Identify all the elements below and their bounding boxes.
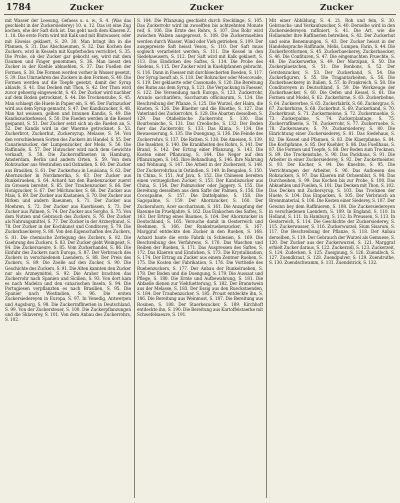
text-column-3: [269, 18, 395, 498]
column-2-text: S. 104. Die Pflanzung geschieht durch Stecklinge, S. 105. Das Zuckerrohr wird im zwoelften bis achtzehnten Monate reif, S. 106. Die Ernte des Rohrs, S. 107. Das Rohr wird zwischen Walzen ausgepresst, S. 108. Die Zuckermuehlen werden durch Wasser, Wind oder Vieh getrieben, S. 109. Der ausgepresste Saft heisst Vesou, S. 110. Der Saft muss sogleich verarbeitet werden, S. 111. Die Kessel in den Siedehaeusern, S. 112. Der Saft wird mit Kalk geklaert, S. 113. Das Eindicken des Saftes, S. 114. Die Probe des Siedens, S. 115. Der Zucker wird in Kuehlpfannen gebracht, S. 116. Dann in Faesser mit durchloecherten Boeden, S. 117. Der Syrup laeuft ab, S. 118. Der Rohzucker oder Moscovade, S. 119. Der geklaerte oder Cassonade, S. 120. Die Bereitung des Rums aus dem Syrup, S. 121. Die Verpackung in Faesser, S. 122. Die Versendung nach Europa, S. 123. Zuckerrohr, Arundo saccharifera, Saccharum officinarum, S. 124. Die Beschreibung der Pflanze, S. 125. Die Wurzel, der Halm, die Knoten, S. 126. Die Blaetter und die Bluethe, S. 127. Das Vaterland des Zuckerrohrs, S. 128. Die Abarten desselben, S. 129. Das Otaheitische Zuckerrohr, S. 130. Das Bourbonische, S. 131. Das Creolische, S. 132. Der Boden fuer das Zuckerrohr, S. 133. Das Klima, S. 134. Die Bewaesserung, S. 135. Die Duengung, S. 136. Die Feinde des Zuckerrohrs, S. 137. Die Ratten, S. 138. Die Ameisen, S. 139. Die Insekten, S. 140. Die Krankheiten des Rohrs, S. 141. Der Brand, S. 142. Der Ertrag einer Pflanzung, S. 143. Die Kosten einer Pflanzung, S. 144. Die Neger auf den Pflanzungen, S. 145. Ihre Behandlung, S. 146. Ihre Nahrung und Wohnung, S. 147. Die Arbeit in der Zuckerzeit, S. 148. Der Zuckerrohrbau in Ostindien, S. 149. In Bengalen, S. 150. In China, S. 151. Auf Java, S. 152. Die Chinesen bereiten einen vorzueglichen Zucker, S. 153. Der Kandiszucker aus China, S. 154. Der Palmzucker oder Jaggery, S. 155. Die Bereitung desselben aus dem Safte der Palmen, S. 156. Die Cocospalme, S. 157. Die Dattelpalme, S. 158. Die Sagopalme, S. 159. Der Ahornzucker, S. 160. Der Zuckerahorn, Acer saccharinum, S. 161. Die Anzapfung der Baeume im Fruehjahre, S. 162. Das Einkochen des Saftes, S. 163. Der Ertrag eines Baumes, S. 164. Der Ahornzucker in Deutschland, S. 165. Versuche damit in Oesterreich und Boehmen, S. 166. Der Runkelruebenzucker, S. 167. Marggraf entdeckte den Zucker in den Rueben, S. 168. Achard baute die erste Fabrik in Schlesien, S. 169. Die Beschreibung des Verfahrens, S. 170. Das Waschen und Reiben der Rueben, S. 171. Das Auspressen des Saftes, S. 172. Das Klaeren und Eindicken, S. 173. Die Krystallisation, S. 174. Der Ertrag an Zucker aus einem Zentner Rueben, S. 175. Die Kosten der Fabrikation, S. 176. Die Vortheile des Ruebenzuckers, S. 177. Der Anbau der Runkelrueben, S. 178. Der Boden und die Duengung, S. 179. Die Aussaat und Pflege, S. 180. Die Ernte und Aufbewahrung, S. 181. Die Abfaelle dienen zur Viehfuetterung, S. 182. Der Branntwein aus der Melasse, S. 183. Der Essig aus den Rueckstaenden, S. 184. Der Traubenzucker, S. 185. Proust entdeckte ihn, S. 186. Die Bereitung aus Weinmost, S. 187. Die Bereitung aus Rosinen, S. 188. Der Staerkezucker, S. 189. Kirchhoff entdeckte ihn, S. 190. Die Bereitung aus Kartoffelstaerke mit Schwefelsaeure, S. 191.: [137, 18, 263, 317]
column-3-text: Mit einer Abbildung, S. 4. 21. Roh und fein, S. 30. Gebrauchs- und Verkaufszucker, S. 40. Derselbe wird in den Zuckersiedereyen raffiniert, S. 41. Die Art, wie die Hollaender ihre Raffinerien betreiben, S. 42. Der Zuckerhut und seine Benennungen, S. 43. Der Zucker heisst in der Handelssprache Raffinade, Melis, Lumpen, Farin, S. 44. Die Zuckerbrotformen, S. 45. Zuckerbaeckerey, Zuckerbaecker, S. 46. Die Confituren, S. 47. Die eingemachten Fruechte, S. 48. Die Zuckerwerke, S. 49. Der Marzipan, S. 50. Die Zuckerplaetzchen, S. 51. Die Bonbons, S. 52. Der Gerstenzucker, S. 53. Der Zuckerkand, S. 54. Die Zuckerfiguren, S. 55. Die Tragantarbeiten, S. 56. Die Zuckerbaeckerey in Italien, S. 57. In Frankreich, S. 58. Die Conditoreyen in Deutschland, S. 59. Die Werkzeuge der Zuckerbaecker, S. 60. Die Oefen und Kessel, S. 61. Die Formen und Model, S. 62. Zuckerbirne, S. 63. Zuckerbohne, S. 64. Zuckererbse, S. 65. Zuckerfabrik, S. 66. Zuckergras, S. 67. Zuckerhirse, S. 68. Zuckerhut, S. 69. Zuckerkand, S. 70. Zuckerkraut, S. 71. Zuckermelone, S. 72. Zuckermuehle, S. 73. Zuckerpalme, S. 74. Zuckerplantage, S. 75. Zuckerraffinerie, S. 76. Zuckerrohr, S. 77. Zuckerruebe, S. 78. Zuckersaeure, S. 79. Zuckersiederey, S. 80. Die Einrichtung einer Zuckersiederey, S. 81. Das Siedehaus, S. 82. Die Kessel und Pfannen, S. 83. Die Klaerpfanne, S. 84. Die Kochpfanne, S. 85. Der Kuehler, S. 86. Das Fuellhaus, S. 87. Die Formen und Toepfe, S. 88. Der Boden zum Trocknen, S. 89. Die Trockenstube, S. 90. Das Packhaus, S. 91. Die Arbeiter in einer Zuckersiederey, S. 92. Der Zuckermeister, S. 93. Der Kocher, S. 94. Die Knechte, S. 95. Die Verrichtungen der Arbeiter, S. 96. Das Aufloesen des Rohzuckers, S. 97. Das Klaeren mit Ochsenblut, S. 98. Das Durchseihen, S. 99. Das Kochen bis zur Probe, S. 100. Das Abkuehlen und Fuellen, S. 101. Das Decken mit Thon, S. 102. Das Decken mit Zuckersyrup, S. 103. Das Trocknen der Huete, S. 104. Das Einpacken, S. 105. Der Verbrauch an Brennmaterial, S. 106. Die Kosten einer Siederey, S. 107. Der Gewinn bey dem Raffinieren, S. 108. Die Zuckersiedereyen in verschiedenen Laendern, S. 109. In England, S. 110. In Holland, S. 111. In Hamburg, S. 112. In Preussen, S. 113. In Oesterreich, S. 114. Die Geschichte der Zuckersiederey, S. 115. Zuckerwasser, S. 116. Zuckerwurzel, Sium Sisarum, S. 117. Die Beschreibung der Pflanze, S. 118. Der Anbau derselben, S. 119. Der Gebrauch der Wurzel als Gemuese, S. 120. Der Zucker aus der Zuckerwurzel, S. 121. Marggraf erhielt Zucker daraus, S. 122. Zuckerzoll, S. 123. Zuckerzeit, S. 124. Zudecken, S. 125. Zueignung, S. 126. Zuendloch, S. 127. Zuendkraut, S. 128. Zuendpulver, S. 129. Zuendruthe, S. 130. Zuendschwamm, S. 131. Zuendstrick, S. 132.: [269, 18, 395, 266]
page-header: [0, 0, 400, 16]
page-number: 1784: [6, 3, 32, 13]
running-head-right: Zucker: [320, 3, 354, 13]
running-head-center: Zucker: [190, 3, 224, 13]
running-head-left: Zucker: [70, 3, 104, 13]
text-column-2: [137, 18, 263, 498]
column-divider-2: [266, 18, 267, 498]
column-1-text: mit Wasser der Loesung, Gefaess u. s. w., S. 4. (Was das geschieht in der Zuckersiederey) 10. u. 12. Das ist eine Zug kochen, ehe der Saft dick ist. Das geht nach dem Klaeren Z. 1. 18. Die erste Form wird mit Kalk und mit Blutwasser, oder mit Eiweiss geklaert, S. 29. 30. Man bringt ihn in die Pfannen, S. 31. Das Abschaeumen, S. 32. Das Kochen des Zuckers, wird in Kesseln mit Kupferboden verrichtet, S. 35. Die Probe, ob der Zucker gar gekocht sey, wird mit dem Daumen und Finger genommen, S. 36. Man laesst den Zucker in der Kuehle abkuehlen, S. 37. Das Fuellen der Formen, S. 38. Die Formen werden vorher in Wasser gesetzt, S. 39. Das Umruehren des Zuckers in den Formen, S. 40. Die Formen werden auf die Toepfe gesetzt, damit der Syrup ablaufe, S. 41. Das Decken mit Thon, S. 42. Der Thon wird zuvor gehoerig eingeweicht, S. 43. Der Zucker wird nachher auf dem Boden getrocknet, S. 44. Die Trockenstube, S. 45. Man schlaegt die Huete in Papier ein, S. 46. Der Farinzucker wird aus dem Syrup gemacht, S. 47. Der Kandiszucker, S. 48. Man hat weissen, gelben und braunen Kandis, S. 49. Die Kandiszuckerkessel, S. 50. Die Faeden werden in die Kessel gespannt, S. 51. Der Zucker setzt sich an die Faeden an, S. 52. Der Kandis wird in der Waerme getrocknet, S. 53. Zuckerbrot, Zuckerhut, Zuckersyrup, Melasse, S. 54. Von den verschiedenen Sorten des Zuckers im Handel, S. 55. Der Canarienzucker, der Lumpenzucker, der Melis, S. 56. Die Raffinade, S. 57. Der Hutzucker wird nach dem Gewichte verkauft, S. 58. Die Zuckerraffinerien in Hamburg, Amsterdam, Berlin und andern Orten, S. 59. Von dem Rohrzucker aus Westindien und Ostindien, S. 60. Der Zucker aus Brasilien, S. 61. Der Zuckerbau in Louisiana, S. 62. Der Ahornzucker in Nordamerika, S. 63. Der Zucker aus Runkelrueben, S. 64. Achard hat den Ruebenzucker zuerst im Grossen bereitet, S. 65. Der Traubenzucker, S. 66. Der Honigzucker, S. 67. Der Milchzucker, S. 68. Der Zucker aus Mais, S. 69. Der Zucker aus Kastanien, S. 70. Der Zucker aus Birken und andern Baeumen, S. 71. Der Zucker aus Moehren, S. 72. Der Zucker aus Kuerbissen, S. 73. Der Zucker aus Palmen, S. 74. Der Zucker aus Sorgho, S. 75. Von dem Nutzen und Gebrauch des Zuckers, S. 76. Der Zucker als Nahrungsmittel, S. 77. Der Zucker in der Arzneykunst, S. 78. Der Zucker in der Kochkunst und Conditorey, S. 79. Die Zuckerbaeckerey, S. 80. Von den Eigenschaften des Zuckers, S. 81. Die chemische Zerlegung des Zuckers, S. 82. Die Gaehrung des Zuckers, S. 83. Der Zucker giebt Weingeist, S. 84. Die Zuckersaeure, S. 85. Vom Zuckerhandel, S. 86. Die Einfuhr des Zuckers nach Europa, S. 87. Der Verbrauch des Zuckers in verschiedenen Laendern, S. 88. Der Preis des Zuckers, S. 89. Die Zoelle auf den Zucker, S. 90. Die Geschichte des Zuckers, S. 91. Die Alten kannten den Zucker nur als Arzneymittel, S. 92. Die Araber brachten das Zuckerrohr nach Spanien und Sicilien, S. 93. Von dort kam es nach Madeira und den canarischen Inseln, S. 94. Die Portugiesen verpflanzten es nach Brasilien, S. 95. Die Spanier nach Westindien, S. 96. Die ersten Zuckersiedereyen in Europa, S. 97. In Venedig, Antwerpen und Augsburg, S. 98. Die Zuckerraffinerien in Deutschland, S. 99. Von der Zuckersteuer, S. 100. Die Zuckerpflanzungen und die Sklaverey, S. 101. Von dem Anbau des Zuckerrohrs, S. 102.: [5, 18, 131, 323]
text-column-1: [5, 18, 131, 498]
header-rule: [4, 14, 396, 15]
column-divider-1: [134, 18, 135, 498]
